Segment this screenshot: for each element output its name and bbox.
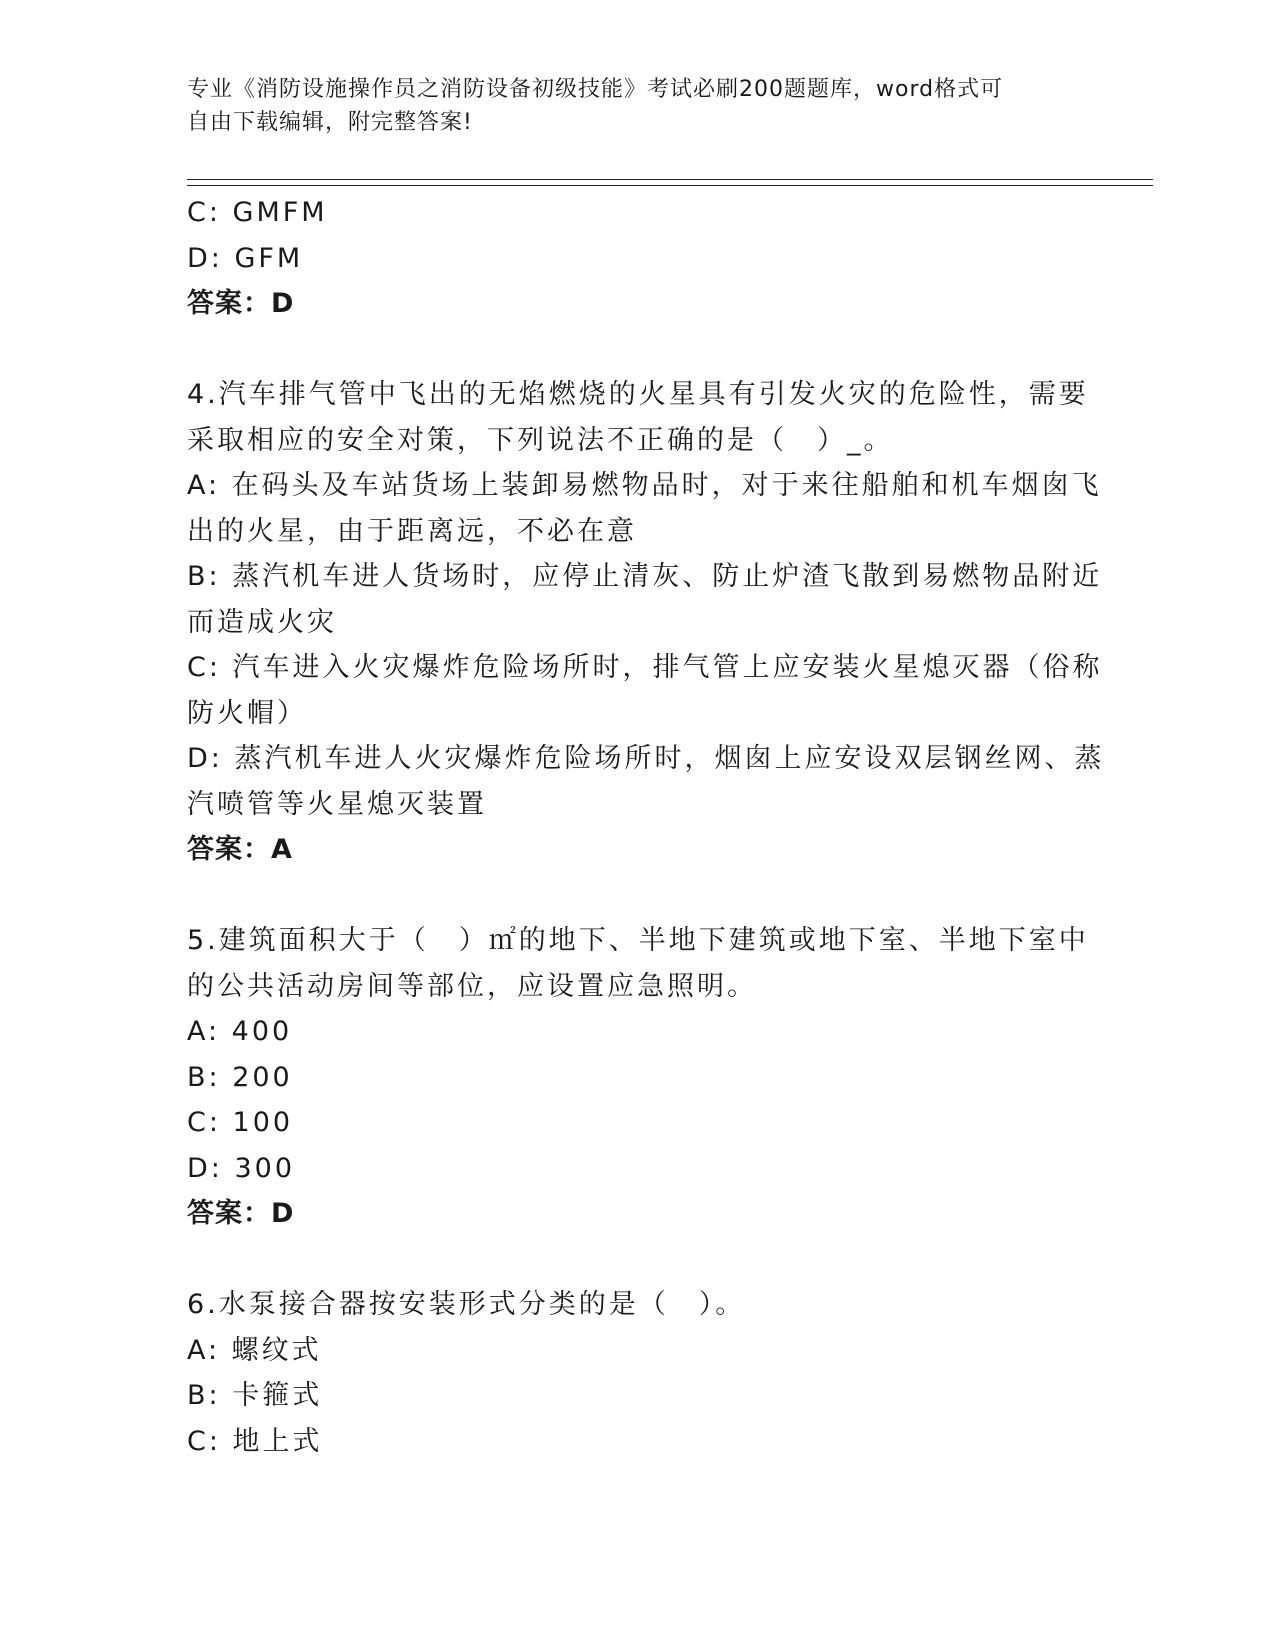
header-line-1: 专业《消防设施操作员之消防设备初级技能》考试必刷200题题库，word格式可 — [187, 77, 1004, 102]
page-header — [187, 73, 1067, 139]
spacer — [187, 327, 1087, 373]
question-4 — [187, 372, 1105, 873]
q6-option-c: C: 地上式 — [187, 1425, 323, 1457]
header-divider — [187, 179, 1153, 186]
q4-option-c-line-1: C: 汽车进入火灾爆炸危险场所时，排气管上应安装火星熄灭器（俗称 — [187, 652, 1103, 683]
q5-answer: 答案：D — [187, 1198, 295, 1229]
question-5 — [187, 918, 1087, 1237]
q4-option-b-line-1: B: 蒸汽机车进人货场时，应停止清灰、防止炉渣飞散到易燃物品附近 — [187, 561, 1103, 592]
q5-option-a: A: 400 — [187, 1016, 293, 1047]
q4-option-a-line-2: 出的火星，由于距离远，不必在意 — [187, 515, 637, 547]
question-6 — [187, 1282, 1087, 1464]
q4-option-b-line-2: 而造成火灾 — [187, 606, 337, 638]
q6-option-a: A: 螺纹式 — [187, 1334, 322, 1366]
header-line-2: 自由下载编辑，附完整答案! — [187, 110, 473, 135]
q4-stem-line-1: 4.汽车排气管中飞出的无焰燃烧的火星具有引发火灾的危险性，需要 — [187, 379, 1089, 410]
q3-answer: 答案：D — [187, 288, 295, 319]
document-body — [187, 190, 1105, 1464]
q5-stem-line-2: 的公共活动房间等部位，应设置应急照明。 — [187, 970, 757, 1002]
q4-option-d-line-2: 汽喷管等火星熄灭装置 — [187, 788, 487, 820]
q4-option-a-line-1: A: 在码头及车站货场上装卸易燃物品时，对于来往船舶和机车烟囱飞 — [187, 470, 1102, 501]
q6-option-b: B: 卡箍式 — [187, 1380, 323, 1411]
q3-option-c: C: GMFM — [187, 197, 328, 228]
q3-option-d: D: GFM — [187, 242, 304, 274]
q5-option-d: D: 300 — [187, 1152, 296, 1184]
question-3-tail — [187, 190, 1087, 327]
q4-stem-line-2: 采取相应的安全对策，下列说法不正确的是（ ）_。 — [187, 424, 894, 456]
q4-answer: 答案：A — [187, 834, 293, 865]
q4-option-d-line-1: D: 蒸汽机车进人火灾爆炸危险场所时，烟囱上应安设双层钢丝网、蒸 — [187, 743, 1105, 774]
spacer — [187, 1237, 1087, 1283]
q5-stem-line-1: 5.建筑面积大于（ ）㎡的地下、半地下建筑或地下室、半地下室中 — [187, 925, 1089, 956]
q5-option-c: C: 100 — [187, 1107, 294, 1138]
q5-option-b: B: 200 — [187, 1061, 293, 1093]
q4-option-c-line-2: 防火帽） — [187, 697, 307, 729]
spacer — [187, 873, 1087, 919]
q6-stem: 6.水泵接合器按安装形式分类的是（ ）。 — [187, 1289, 746, 1320]
